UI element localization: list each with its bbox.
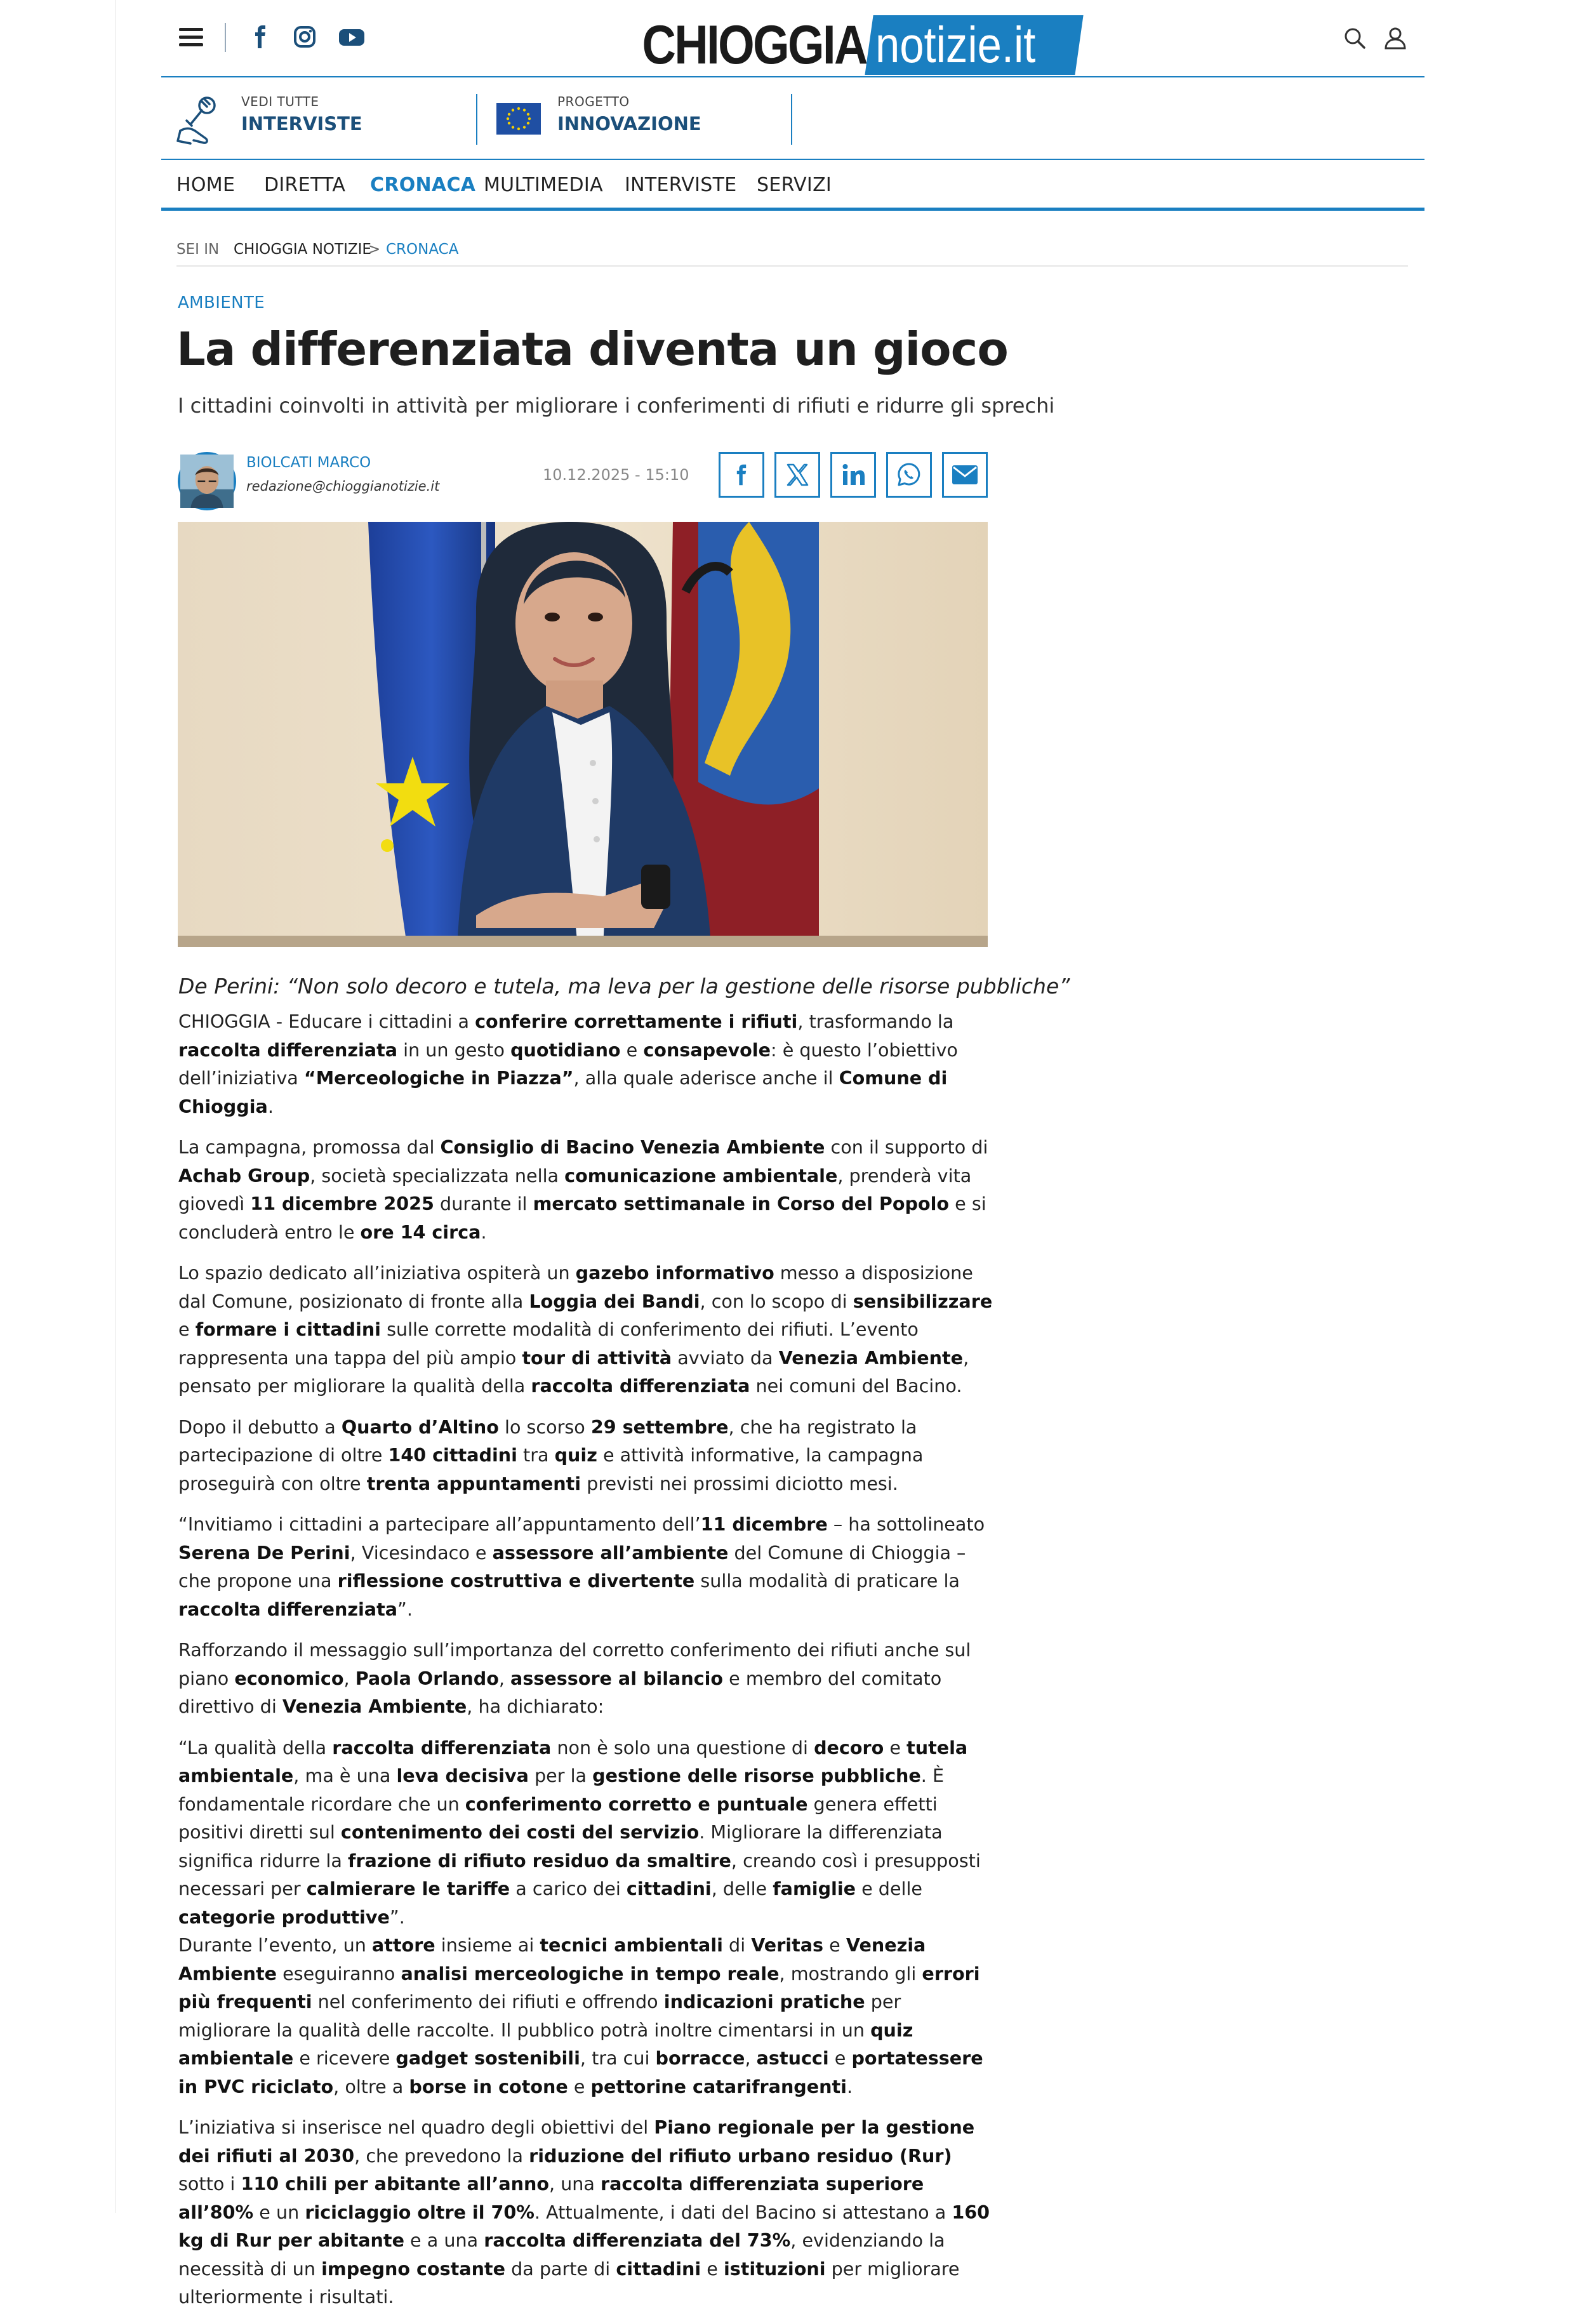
breadcrumb-current[interactable]: CRONACA [386,241,459,258]
photo-caption: De Perini: “Non solo decoro e tutela, ma leva per la gestione delle risorse pubbliche” [178,974,1070,999]
author-avatar[interactable] [178,452,236,510]
article-paragraph: “Invitiamo i cittadini a partecipare all’appuntamento dell’11 dicembre – ha sottolineato Serena De Perini, Vicesindaco e assessore all’ambiente del Comune di Chioggia – che propone una riflessione costruttiva e divertente sulla modalità di praticare la raccolta differenziata”. [178,1513,985,1620]
innovation-caption: PROGETTO [557,94,630,109]
article-paragraph: Durante l’evento, un attore insieme ai tecnici ambientali di Veritas e Venezia Ambiente eseguiranno analisi merceologiche in tempo reale, mostrando gli errori più frequenti nel conferimento dei rifiuti e offrendo indicazioni pratiche per migliorare la qualità delle raccolte. Il pubblico potrà inoltre cimentarsi in un quiz ambientale e ricevere gadget sostenibili, tra cui borracce, astucci e portatessere in PVC riciclato, oltre a borse in cotone e pettorine catarifrangenti. [178,1934,983,2097]
article-paragraph: L’iniziativa si inserisce nel quadro degli obiettivi del Piano regionale per la gestione dei rifiuti al 2030, che prevedono la riduzione del rifiuto urbano residuo (Rur) sotto i 110 chili per abitante all’anno, una raccolta differenziata superiore all’80% e un riciclaggio oltre il 70%. Attualmente, i dati del Bacino si attestano a 160 kg di Rur per abitante e a una raccolta differenziata del 73%, evidenziando la necessità di un impegno costante da parte di cittadini e istituzioni per migliorare ulteriormente i risultati. [178,2116,990,2307]
x-icon [785,462,810,488]
interviews-label: INTERVISTE [241,113,362,135]
search-icon[interactable] [1342,25,1367,51]
article-paragraph: “La qualità della raccolta differenziata non è solo una questione di decoro e tutela ambientale, ma è una leva decisiva per la gestione delle risorse pubbliche. È fondamentale ricordare che un conferimento corretto e puntuale genera effetti positivi diretti sul contenimento dei costi del servizio. Migliorare la differenziata significa ridurre la frazione di rifiuto residuo da smaltire, creando così i presupposti necessari per calmierare le tariffe a carico dei cittadini, delle famiglie e delle categorie produttive”. [178,1736,981,1928]
publish-date: 10.12.2025 - 15:10 [543,466,689,484]
share-x-button[interactable] [774,452,820,498]
share-email-button[interactable] [942,452,988,498]
breadcrumb-separator: > [368,241,381,258]
divider [225,23,226,52]
facebook-icon[interactable] [248,24,273,50]
share-whatsapp-button[interactable] [886,452,932,498]
article-title: La differenziata diventa un gioco [176,322,1008,376]
nav-item-interviste[interactable]: INTERVISTE [625,174,737,196]
author-name[interactable]: BIOLCATI MARCO [246,455,371,471]
logo-text-main: CHIOGGIA [642,15,867,76]
nav-item-home[interactable]: HOME [176,174,236,196]
nav-item-diretta[interactable]: DIRETTA [264,174,346,196]
youtube-icon[interactable] [338,24,366,50]
linkedin-icon [840,462,866,488]
interviews-caption: VEDI TUTTE [241,94,319,109]
top-bar [161,0,1424,77]
interviews-link[interactable] [241,94,362,145]
facebook-icon [730,462,753,488]
article-subtitle: I cittadini coinvolti in attività per migliorare i conferimenti di rifiuti e ridurre gli sprechi [178,394,1055,418]
eu-flag-icon [496,103,541,135]
nav-item-multimedia[interactable]: MULTIMEDIA [484,174,603,196]
article-image [178,522,988,947]
nav-item-servizi[interactable]: SERVIZI [757,174,832,196]
breadcrumb-prefix: SEI IN [176,241,220,258]
article-paragraph: Lo spazio dedicato all’iniziativa ospiterà un gazebo informativo messo a disposizione dal Comune, posizionato di fronte alla Loggia dei Bandi, con lo scopo di sensibilizzare e formare i cittadini sulle corrette modalità di conferimento dei rifiuti. L’evento rappresenta una tappa del più ampio tour di attività avviato da Venezia Ambiente, pensato per migliorare la qualità della raccolta differenziata nei comuni del Bacino. [178,1262,993,1397]
main-nav [161,161,1424,211]
nav-item-cronaca[interactable]: CRONACA [370,174,476,196]
share-linkedin-button[interactable] [830,452,876,498]
innovation-link[interactable] [557,94,701,145]
featured-strip [161,79,1424,160]
divider [476,94,477,145]
email-icon [951,464,979,486]
menu-icon[interactable] [179,28,203,47]
whatsapp-icon [896,461,922,488]
article-paragraph: CHIOGGIA - Educare i cittadini a conferire correttamente i rifiuti, trasformando la raccolta differenziata in un gesto quotidiano e consapevole: è questo l’obiettivo dell’iniziativa “Merceologiche in Piazza”, alla quale aderisce anche il Comune di Chioggia. [178,1011,958,1117]
instagram-icon[interactable] [292,24,317,50]
article-photo[interactable] [178,522,988,947]
article-paragraph: La campagna, promossa dal Consiglio di Bacino Venezia Ambiente con il supporto di Achab Group, società specializzata nella comunicazione ambientale, prenderà vita giovedì 11 dicembre 2025 durante il mercato settimanale in Corso del Popolo e si concluderà entro le ore 14 circa. [178,1136,988,1243]
article-paragraph: Rafforzando il messaggio sull’importanza del corretto conferimento dei rifiuti anche sul piano economico, Paola Orlando, assessore al bilancio e membro del comitato direttivo di Venezia Ambiente, ha dichiarato: [178,1639,971,1717]
logo-text-badge: notizie.it [865,15,1084,75]
article-category[interactable]: AMBIENTE [178,293,265,312]
article-body [178,974,1070,2324]
innovation-label: INNOVAZIONE [557,113,701,135]
breadcrumb-home[interactable]: CHIOGGIA NOTIZIE [234,241,371,258]
breadcrumb [176,241,1408,267]
user-icon[interactable] [1383,25,1408,51]
site-logo[interactable] [606,15,1079,75]
divider [791,94,792,145]
article-paragraph: Dopo il debutto a Quarto d’Altino lo scorso 29 settembre, che ha registrato la partecipazione di oltre 140 cittadini tra quiz e attività informative, la campagna proseguirà con oltre trenta appuntamenti previsti nei prossimi diciotto mesi. [178,1416,924,1494]
share-facebook-button[interactable] [719,452,764,498]
microphone-hand-icon [174,93,227,147]
author-email[interactable]: redazione@chioggianotizie.it [246,479,440,494]
